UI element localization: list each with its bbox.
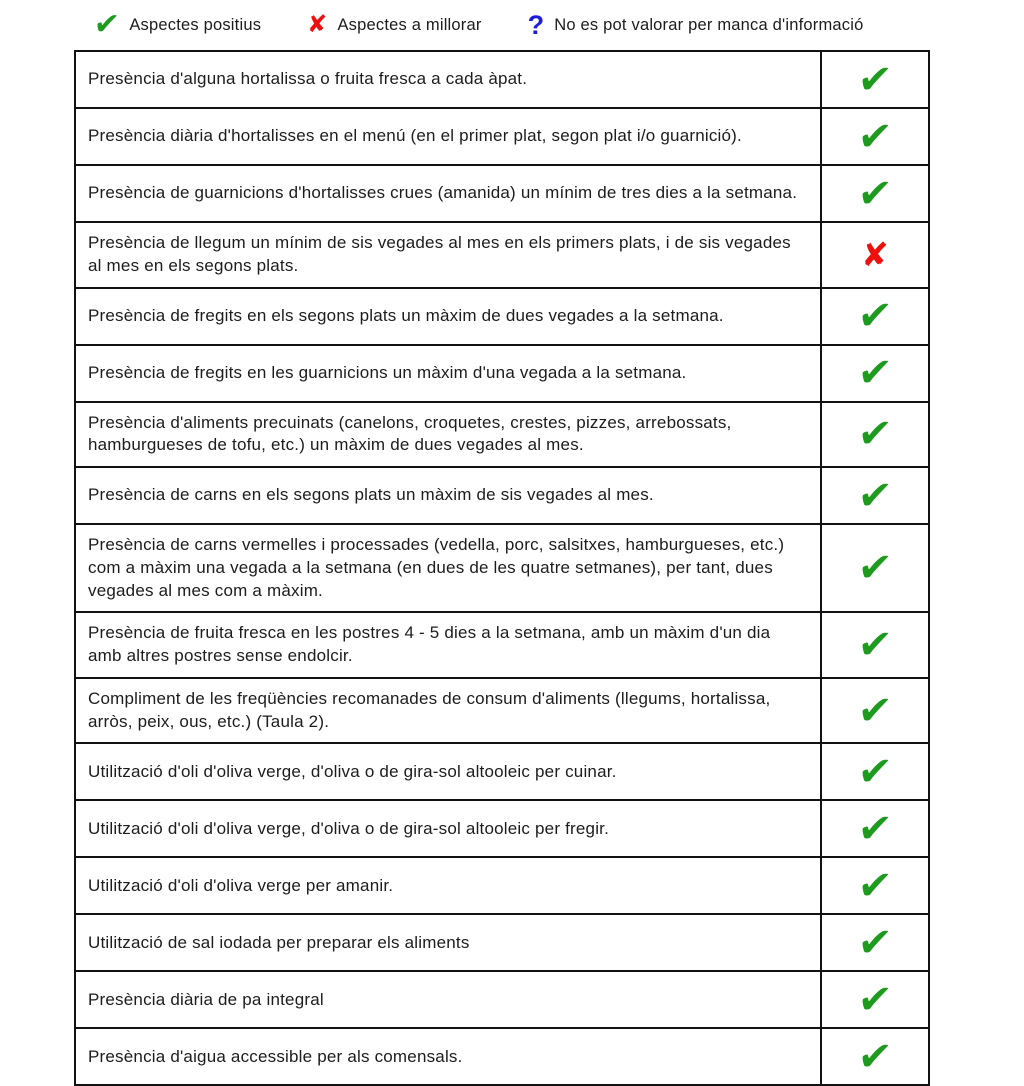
check-icon: ✔: [855, 57, 895, 102]
legend-label-positive: Aspectes positius: [129, 15, 262, 34]
check-icon: ✔: [855, 412, 895, 457]
row-text: Presència de fregits en els segons plats un màxim de dues vegades a la setmana.: [88, 305, 724, 325]
row-text: Presència de guarnicions d'hortalisses crues (amanida) un mínim de tres dies a la setmana.: [88, 183, 798, 203]
check-icon: ✔: [92, 8, 122, 41]
row-text: Presència d'alguna hortalissa o fruita fresca a cada àpat.: [88, 69, 528, 89]
row-text: Presència diària d'hortalisses en el menú (en el primer plat, segon plat i/o guarnició).: [88, 126, 742, 146]
check-icon: ✔: [855, 749, 895, 794]
check-icon: ✔: [855, 294, 895, 339]
table-row: [75, 914, 929, 971]
check-icon: ✔: [855, 920, 895, 965]
table-row: [75, 800, 929, 857]
check-icon: ✔: [855, 623, 895, 668]
question-icon: ?: [527, 9, 545, 40]
table-row: [75, 678, 929, 744]
legend-item-positive: [94, 10, 261, 40]
row-text: Presència de llegum un mínim de sis vegades al mes en els primers plats, i de sis vegades al mes en els segons plats.: [88, 233, 791, 275]
cross-icon: ✘: [861, 236, 889, 274]
legend-item-improve: [307, 13, 481, 37]
table-row: [75, 165, 929, 222]
check-icon: ✔: [855, 473, 895, 518]
table-row: [75, 222, 929, 288]
check-icon: ✔: [855, 977, 895, 1022]
check-icon: ✔: [855, 171, 895, 216]
legend: [94, 10, 1024, 40]
table-row: [75, 51, 929, 108]
checklist-table-body: [75, 51, 929, 1085]
legend-label-improve: Aspectes a millorar: [337, 15, 482, 34]
checklist-table: [74, 50, 930, 1086]
row-text: Utilització d'oli d'oliva verge, d'oliva o de gira-sol altooleic per cuinar.: [88, 761, 617, 781]
row-text: Compliment de les freqüències recomanades de consum d'aliments (llegums, hortalissa, arròs, peix, ous, etc.) (Taula 2).: [88, 688, 771, 731]
check-icon: ✔: [855, 546, 895, 591]
row-text: Presència de carns en els segons plats un màxim de sis vegades al mes.: [88, 485, 654, 505]
row-text: Presència diària de pa integral: [88, 989, 324, 1009]
row-text: Presència d'aigua accessible per als comensals.: [88, 1046, 463, 1066]
table-row: [75, 971, 929, 1028]
legend-item-unknown: [527, 9, 864, 40]
table-row: [75, 1028, 929, 1085]
table-row: [75, 288, 929, 345]
row-text: Presència d'aliments precuinats (canelons, croquetes, crestes, pizzes, arrebossats, hamburgueses de tofu, etc.) un màxim de dues vegades al mes.: [88, 412, 732, 455]
legend-label-unknown: No es pot valorar per manca d'informació: [554, 15, 864, 34]
row-text: Presència de carns vermelles i processades (vedella, porc, salsitxes, hamburgueses, etc.) com a màxim una vegada a la setmana (en dues de les quatre setmanes), per tant, dues vegades al mes com a màxim.: [88, 535, 785, 600]
check-icon: ✔: [855, 688, 895, 733]
row-text: Presència de fregits en les guarnicions un màxim d'una vegada a la setmana.: [88, 362, 687, 382]
row-text: Utilització d'oli d'oliva verge, d'oliva o de gira-sol altooleic per fregir.: [88, 818, 610, 838]
cross-icon: ✘: [307, 11, 328, 38]
row-text: Presència de fruita fresca en les postres 4 - 5 dies a la setmana, amb un màxim d'un dia amb altres postres sense endolcir.: [88, 623, 771, 666]
check-icon: ✔: [855, 1034, 895, 1079]
table-row: [75, 743, 929, 800]
table-row: [75, 612, 929, 678]
table-row: [75, 108, 929, 165]
row-text: Utilització de sal iodada per preparar els aliments: [88, 932, 470, 952]
table-row: [75, 467, 929, 524]
check-icon: ✔: [855, 114, 895, 159]
row-text: Utilització d'oli d'oliva verge per amanir.: [88, 875, 394, 895]
table-row: [75, 857, 929, 914]
table-row: [75, 345, 929, 402]
check-icon: ✔: [855, 863, 895, 908]
check-icon: ✔: [855, 351, 895, 396]
table-row: [75, 402, 929, 468]
check-icon: ✔: [855, 806, 895, 851]
table-row: [75, 524, 929, 612]
